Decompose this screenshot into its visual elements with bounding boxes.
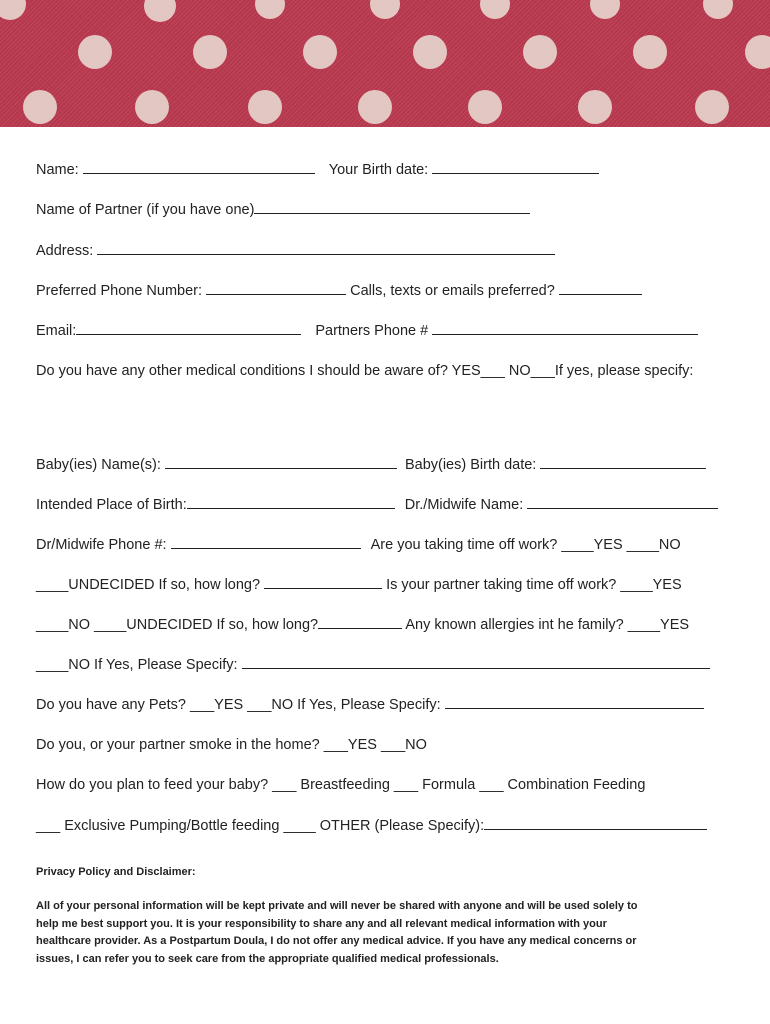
time-off-row xyxy=(36,576,682,594)
contact-pref-field[interactable] xyxy=(559,282,642,295)
partner-row xyxy=(36,201,530,219)
privacy-line: All of your personal information will be kept private and will never be shared with anyone and will be used solely to xyxy=(36,900,638,912)
pets-row xyxy=(36,696,704,714)
time-off-question: Are you taking time off work? ____YES ____NO xyxy=(370,537,681,553)
smoke-row xyxy=(36,736,427,754)
privacy-title: Privacy Policy and Disclaimer: xyxy=(36,866,196,878)
feed-row-2 xyxy=(36,817,707,835)
name-label: Name: xyxy=(36,162,79,178)
feed-other-field[interactable] xyxy=(484,817,707,830)
midwife-label: Dr./Midwife Name: xyxy=(404,497,524,513)
baby-names-label: Baby(ies) Name(s): xyxy=(36,457,161,473)
partner-phone-field[interactable] xyxy=(432,322,698,335)
allergies-specify-field[interactable] xyxy=(242,656,710,669)
medical-question: Do you have any other medical conditions I should be aware of? YES___ NO___If yes, please specify: xyxy=(36,363,694,379)
privacy-line: issues, I can refer you to seek care from the appropriate qualified medical professionals. xyxy=(36,952,499,965)
pets-field[interactable] xyxy=(445,696,704,709)
polka-dots xyxy=(0,0,770,127)
name-row xyxy=(36,161,599,179)
place-row xyxy=(36,496,718,514)
privacy-line: help me best support you. It is your responsibility to share any and all relevant medical information with your xyxy=(36,917,607,930)
polka-dot-banner xyxy=(0,0,770,127)
email-label: Email: xyxy=(36,323,77,339)
phone-row xyxy=(36,282,642,300)
smoke-question: Do you, or your partner smoke in the home? ___YES ___NO xyxy=(36,737,427,753)
contact-pref-label: Calls, texts or emails preferred? xyxy=(350,283,555,299)
allergies-question: Any known allergies int he family? ____YES xyxy=(405,617,690,633)
partner-field[interactable] xyxy=(254,201,530,214)
place-field[interactable] xyxy=(187,496,395,509)
midwife-phone-field[interactable] xyxy=(171,536,361,549)
midwife-field[interactable] xyxy=(527,496,718,509)
feed-row xyxy=(36,776,645,794)
email-row xyxy=(36,322,698,340)
address-row xyxy=(36,242,555,260)
name-field[interactable] xyxy=(83,161,315,174)
medical-row xyxy=(36,362,693,380)
privacy-line: healthcare provider. As a Postpartum Doula, I do not offer any medical advice. If you have any medical concerns or xyxy=(36,935,637,947)
partner-length-field[interactable] xyxy=(318,616,402,629)
partner-undecided-label: ____NO ____UNDECIDED If so, how long? xyxy=(36,617,319,633)
allergies-specify-label: ____NO If Yes, Please Specify: xyxy=(36,657,238,673)
email-field[interactable] xyxy=(76,322,301,335)
undecided-label: ____UNDECIDED If so, how long? xyxy=(36,577,261,593)
feed-question: How do you plan to feed your baby? ___ Breastfeeding ___ Formula ___ Combination Feeding xyxy=(36,777,646,793)
midwife-phone-label: Dr/Midwife Phone #: xyxy=(36,537,167,553)
place-label: Intended Place of Birth: xyxy=(36,497,187,513)
phone-field[interactable] xyxy=(206,282,346,295)
feed-options: ___ Exclusive Pumping/Bottle feeding ____ OTHER (Please Specify): xyxy=(36,818,485,834)
partner-time-off-question: Is your partner taking time off work? ____YES xyxy=(386,577,682,593)
address-label: Address: xyxy=(36,243,94,259)
baby-birth-field[interactable] xyxy=(540,456,706,469)
allergies-specify-row xyxy=(36,656,710,674)
birth-date-label: Your Birth date: xyxy=(328,162,429,178)
privacy-text xyxy=(36,898,736,968)
allergies-row xyxy=(36,616,689,634)
partner-phone-label: Partners Phone # xyxy=(315,323,429,339)
baby-names-field[interactable] xyxy=(165,456,397,469)
baby-names-row xyxy=(36,456,706,474)
birth-date-field[interactable] xyxy=(432,161,599,174)
partner-label: Name of Partner (if you have one) xyxy=(36,202,255,218)
address-field[interactable] xyxy=(97,242,555,255)
baby-birth-label: Baby(ies) Birth date: xyxy=(404,457,537,473)
pets-question: Do you have any Pets? ___YES ___NO If Yes, Please Specify: xyxy=(36,697,441,713)
phone-label: Preferred Phone Number: xyxy=(36,283,203,299)
midwife-phone-row xyxy=(36,536,681,554)
time-off-length-field[interactable] xyxy=(264,576,382,589)
